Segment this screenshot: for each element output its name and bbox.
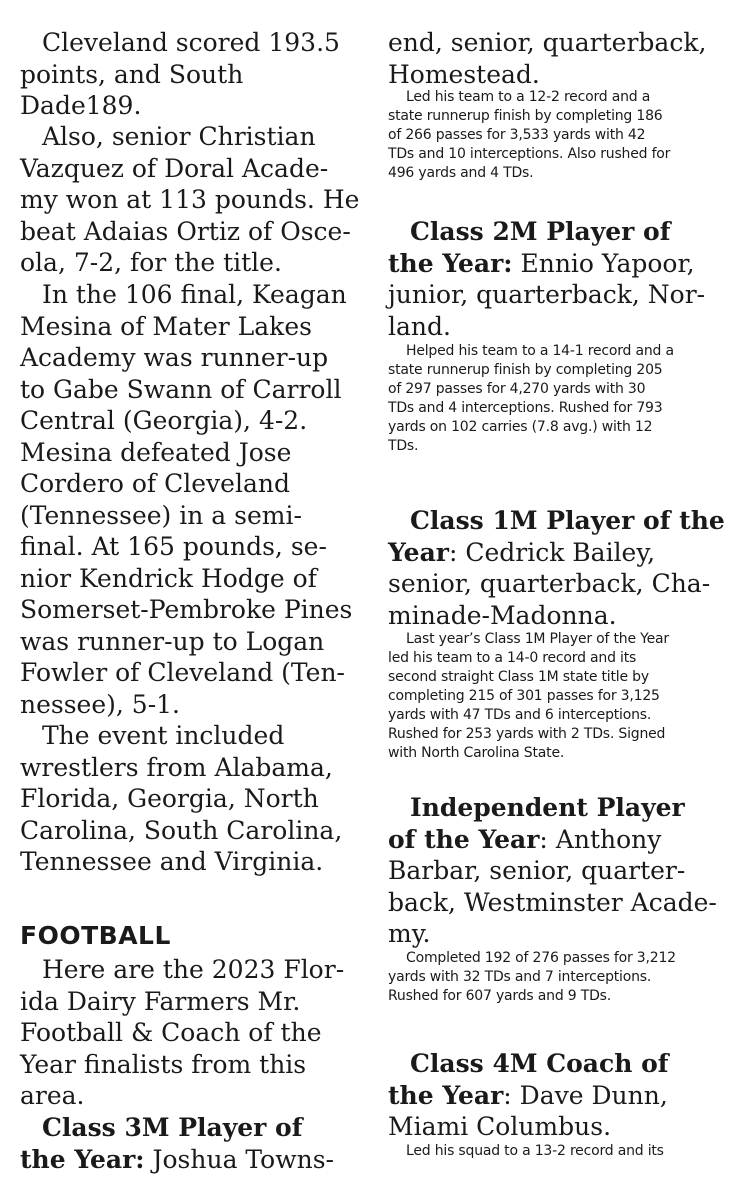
class2m-stats [388,342,674,456]
award-title: Class 4M Coach of [410,1049,669,1078]
stat-line: of 266 passes for 3,533 yards with 42 [388,127,646,143]
text-line: Homestead. [388,59,540,89]
paragraph-football-intro [20,954,344,1112]
text-line: nior Kendrick Hodge of [20,563,317,593]
text-line: Vazquez of Doral Acade- [20,153,329,183]
award-title: Class 2M Player of [410,217,671,246]
coach-heading [388,1048,669,1143]
text-line: Barbar, senior, quarter- [388,856,686,885]
text-line: my won at 113 pounds. He [20,185,360,214]
stat-line: TDs. [388,438,419,454]
award-recipient: : Anthony [539,824,662,854]
award-title: Class 1M Player of the [410,506,725,535]
section-heading-football: FOOTBALL [20,921,171,950]
text-line: minade-Madonna. [388,600,617,630]
stat-line: state runnerup finish by completing 186 [388,108,663,124]
text-line: Somerset-Pembroke Pines [20,595,353,624]
award-title: Independent Player [410,793,685,822]
text-line: to Gabe Swann of Carroll [20,374,342,404]
text-line: senior, quarterback, Cha- [388,569,711,598]
text-line: junior, quarterback, Nor- [388,280,706,309]
stat-line: Helped his team to a 14-1 record and a [406,343,674,359]
text-line: area. [20,1081,85,1110]
stat-line: Last year’s Class 1M Player of the Year [406,631,669,647]
award-title-line [388,248,705,280]
stat-line: TDs and 4 interceptions. Rushed for 793 [388,400,663,416]
award-title-line [388,1080,669,1112]
stat-line: Led his team to a 12-2 record and a [406,89,651,105]
stat-line: yards with 32 TDs and 7 interceptions. [388,969,652,985]
text-line: Dade189. [20,91,142,120]
text-line: Year finalists from this [20,1049,307,1079]
award-recipient: Joshua Towns- [144,1144,334,1174]
class1m-stats [388,630,669,763]
text-line: ida Dairy Farmers Mr. [20,986,301,1016]
award-title-line [388,824,717,856]
text-line: Mesina of Mater Lakes [20,311,312,341]
award-label: the Year: [20,1144,145,1174]
paragraph-106-final [20,279,352,720]
class1m-heading [388,505,725,631]
paragraph-wrestling-scores [20,27,340,122]
paragraph-event-states [20,720,342,878]
award-recipient: : Dave Dunn, [503,1080,668,1110]
stat-line: Rushed for 253 yards with 2 TDs. Signed [388,726,666,742]
stat-line: state runnerup finish by completing 205 [388,362,663,378]
text-line: Football & Coach of the [20,1018,322,1047]
text-line: end, senior, quarterback, [388,28,707,57]
text-line: beat Adaias Ortiz of Osce- [20,216,351,246]
text-line: Cordero of Cleveland [20,469,290,498]
text-line: Mesina defeated Jose [20,437,292,467]
stat-line: completing 215 of 301 passes for 3,125 [388,688,660,704]
stat-line: of 297 passes for 4,270 yards with 30 [388,381,646,397]
stat-line: second straight Class 1M state title by [388,669,649,685]
text-line: Academy was runner-up [20,343,329,372]
text-line: Fowler of Cleveland (Ten- [20,658,345,687]
text-line: Here are the 2023 Flor- [42,955,345,984]
stat-line: TDs and 10 interceptions. Also rushed for [388,146,671,162]
stat-line: with North Carolina State. [388,745,565,761]
award-title: Class 3M Player of [42,1113,303,1142]
award-recipient: : Cedrick Bailey, [448,537,656,567]
award-label: Year [388,537,449,567]
award-label: the Year: [388,248,513,278]
stat-line: Led his squad to a 13-2 record and its [406,1143,664,1159]
award-title-line [388,537,725,569]
award-recipient: Ennio Yapoor, [512,248,695,278]
class3m-heading [20,1112,334,1175]
stat-line: Completed 192 of 276 passes for 3,212 [406,950,676,966]
text-line: ola, 7-2, for the title. [20,248,282,277]
text-line: nessee), 5-1. [20,689,180,719]
paragraph-vazquez [20,121,359,279]
text-line: Florida, Georgia, North [20,784,319,813]
stat-line: led his team to a 14-0 record and its [388,650,637,666]
independent-stats [388,949,676,1006]
text-line: wrestlers from Alabama, [20,752,333,782]
text-line: was runner-up to Logan [20,626,325,656]
text-line: Also, senior Christian [42,122,316,151]
text-line: Cleveland scored 193.5 [42,28,340,57]
text-line: my. [388,919,431,948]
award-title-line [20,1144,334,1176]
award-label: of the Year [388,824,540,854]
text-line: (Tennessee) in a semi- [20,500,302,530]
text-line: The event included [42,721,285,750]
award-label: the Year [388,1080,504,1110]
text-line: points, and South [20,59,244,89]
class2m-heading [388,216,705,342]
stat-line: 496 yards and 4 TDs. [388,165,534,181]
text-line: Carolina, South Carolina, [20,815,343,845]
independent-heading [388,792,717,950]
text-line: Central (Georgia), 4-2. [20,406,308,435]
coach-stats [388,1142,664,1161]
text-line: back, Westminster Acade- [388,887,717,917]
text-line: Tennessee and Virginia. [20,847,324,876]
stat-line: yards with 47 TDs and 6 interceptions. [388,707,652,723]
text-line: final. At 165 pounds, se- [20,532,327,561]
class3m-stats [388,88,670,183]
text-line: Miami Columbus. [388,1112,612,1141]
text-line: land. [388,311,451,341]
stat-line: Rushed for 607 yards and 9 TDs. [388,988,611,1004]
class3m-continued [388,27,706,90]
text-line: In the 106 final, Keagan [42,280,347,309]
stat-line: yards on 102 carries (7.8 avg.) with 12 [388,419,653,435]
